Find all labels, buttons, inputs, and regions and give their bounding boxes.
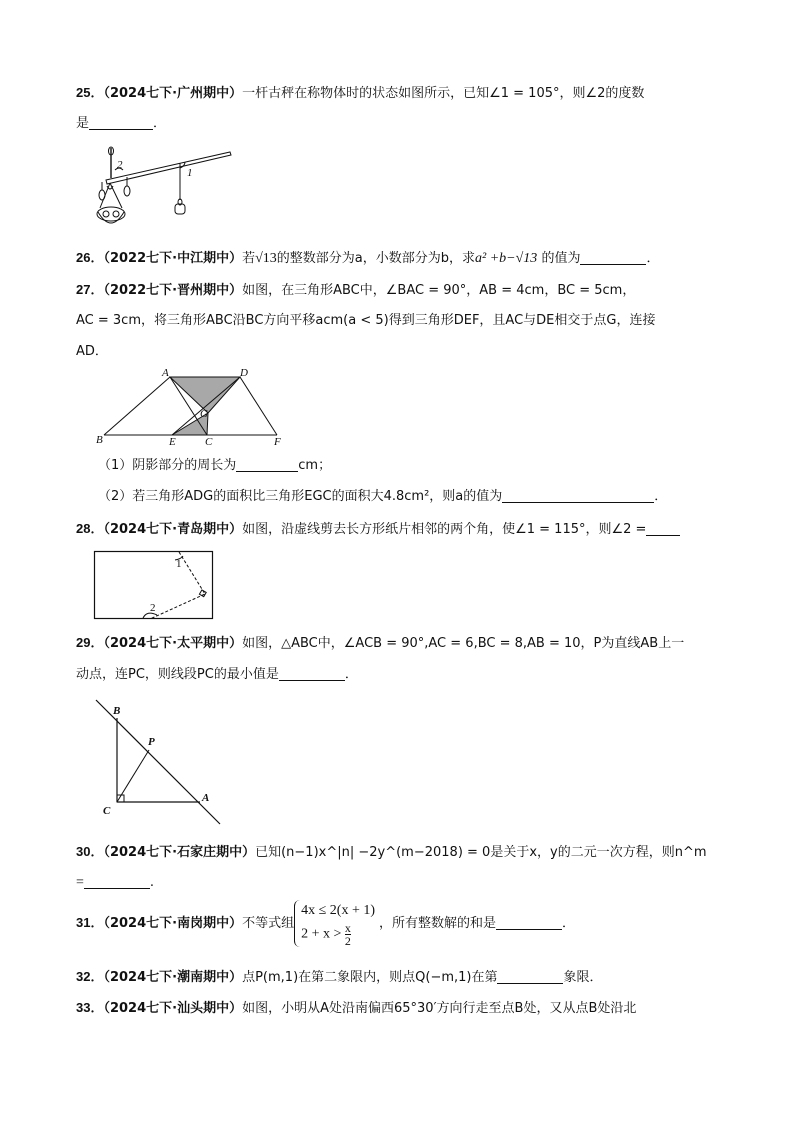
q28-number: 28． [76,521,104,536]
q29-line-2 [76,666,358,684]
q31-number: 31． [76,915,104,930]
q27-sub2-blank[interactable] [502,488,654,503]
q30-equals: = [76,875,84,890]
q31-text-1: 不等式组 [242,916,295,931]
q27-sub-1 [98,457,331,475]
q31-source: （2024七下·南岗期中） [103,916,243,931]
q29-source: （2024七下·太平期中） [103,636,243,651]
q31-line [76,900,575,947]
q25-angle-1-label: 1 [187,167,193,179]
q29-label-B: B [113,705,121,717]
q27-label-B: B [96,434,103,446]
q26-sqrt: √13 [255,251,277,266]
q27-translation-figure [92,368,292,448]
q27-sub2-text: （2）若三角形ADG的面积比三角形EGC的面积大4.8cm²，则a的值为 [98,489,503,504]
q25-source: （2024七下·广州期中） [103,86,243,101]
q28-angle-1-label: 1 [176,558,182,570]
q32-text-2: 象限． [563,970,603,985]
q28-angle-2-label: 2 [150,602,156,614]
q29-text-1: 如图，△ABC中，∠ACB = 90°,AC = 6,BC = 8,AB = 10，P为直线AB上一 [242,636,685,651]
q26-source: （2022七下·中江期中） [103,251,243,266]
q25-scale-figure [90,140,240,232]
q30-end: . [149,875,155,890]
q28-source: （2024七下·青岛期中） [103,522,243,537]
q26-expression: a² +b−√13 [475,251,538,266]
q28-line [76,520,680,539]
q29-text-2: 动点，连PC，则线段PC的最小值是 [76,667,279,682]
q26-number: 26． [76,250,104,265]
q26-line [76,249,659,268]
q27-text-1: 如图，在三角形ABC中，∠BAC = 90°，AB = 4cm，BC = 5cm， [242,283,636,298]
q26-text-1: 若 [242,251,256,266]
q30-number: 30． [76,844,104,859]
q31-text-2: ，所有整数解的和是 [379,916,497,931]
q26-text-3: 的值为 [541,251,581,266]
q27-sub1-unit: cm； [298,458,332,473]
q32-source: （2024七下·潮南期中） [103,970,243,985]
q27-end: ． [654,489,668,504]
q25-line-2 [76,115,166,133]
q25-number: 25． [76,85,104,100]
q25-answer-blank[interactable] [89,115,153,130]
q32-answer-blank[interactable] [497,969,563,984]
q27-sub1-blank[interactable] [236,457,298,472]
q32-number: 32． [76,969,104,984]
q27-label-E: E [169,436,176,448]
q31-end: ． [562,916,576,931]
q27-line-1 [76,281,635,300]
q29-answer-blank[interactable] [279,666,345,681]
q26-text-2: 的整数部分为a，小数部分为b，求 [276,251,476,266]
q27-label-G: G [200,408,208,420]
q33-source: （2024七下·汕头期中） [103,1001,243,1016]
q30-line-1 [76,843,707,862]
q29-label-C: C [103,805,111,817]
q27-label-F: F [274,436,281,448]
q27-label-C: C [205,436,213,448]
q31-answer-blank[interactable] [496,915,562,930]
q27-number: 27． [76,282,104,297]
q31-inequality-1: 4x ≤ 2(x + 1) [301,903,376,918]
q25-end: ． [153,116,167,131]
q28-answer-blank[interactable] [646,521,680,536]
q32-text-1: 点P(m,1)在第二象限内，则点Q(−m,1)在第 [242,970,498,985]
q25-text: 一杆古秤在称物体时的状态如图所示，已知∠1 = 105°，则∠2的度数 [242,86,645,101]
q30-text: 已知(n−1)x^|n| −2y^(m−2018) = 0是关于x，y的二元一次方程，则n^m [255,845,707,860]
q29-triangle-figure [92,698,232,828]
q30-line-2 [76,874,154,892]
q27-line-2 [76,312,655,330]
q27-line-3 [76,343,108,361]
q27-label-A: A [162,368,169,379]
q33-number: 33． [76,1000,104,1015]
q29-label-P: P [148,736,155,748]
q27-text-2: AC = 3cm，将三角形ABC沿BC方向平移acm(a < 5)得到三角形DEF，且AC与DE相交于点G，连接 [76,313,656,328]
q33-text: 如图，小明从A处沿南偏西65°30′方向行走至点B处，又从点B处沿北 [242,1001,637,1016]
q25-angle-2-label: 2 [117,159,123,171]
q25-text-2: 是 [76,116,90,131]
q31-fraction: $\frac{x}{2}$ [344,921,351,948]
q27-text-3: AD． [76,344,108,359]
q29-end: ． [344,667,358,682]
q26-answer-blank[interactable] [580,250,646,265]
q27-sub1-text: （1）阴影部分的周长为 [98,458,237,473]
q28-rectangle-figure [93,550,217,622]
q29-line-1 [76,634,684,653]
q27-sub-2 [98,488,667,506]
q30-answer-blank[interactable] [84,874,150,889]
q29-number: 29． [76,635,104,650]
q31-inequality-2: 2 + x > [301,926,342,942]
q30-source: （2024七下·石家庄期中） [103,845,256,860]
q29-label-A: A [202,792,210,804]
q32-line [76,968,603,987]
q25-line-1 [76,84,644,103]
q27-source: （2022七下·晋州期中） [103,283,243,298]
q31-inequality-system [294,900,379,947]
q27-label-D: D [240,368,248,379]
q28-text: 如图，沿虚线剪去长方形纸片相邻的两个角，使∠1 = 115°，则∠2 = [242,522,647,537]
q33-line [76,999,636,1018]
q26-end: ． [646,251,660,266]
